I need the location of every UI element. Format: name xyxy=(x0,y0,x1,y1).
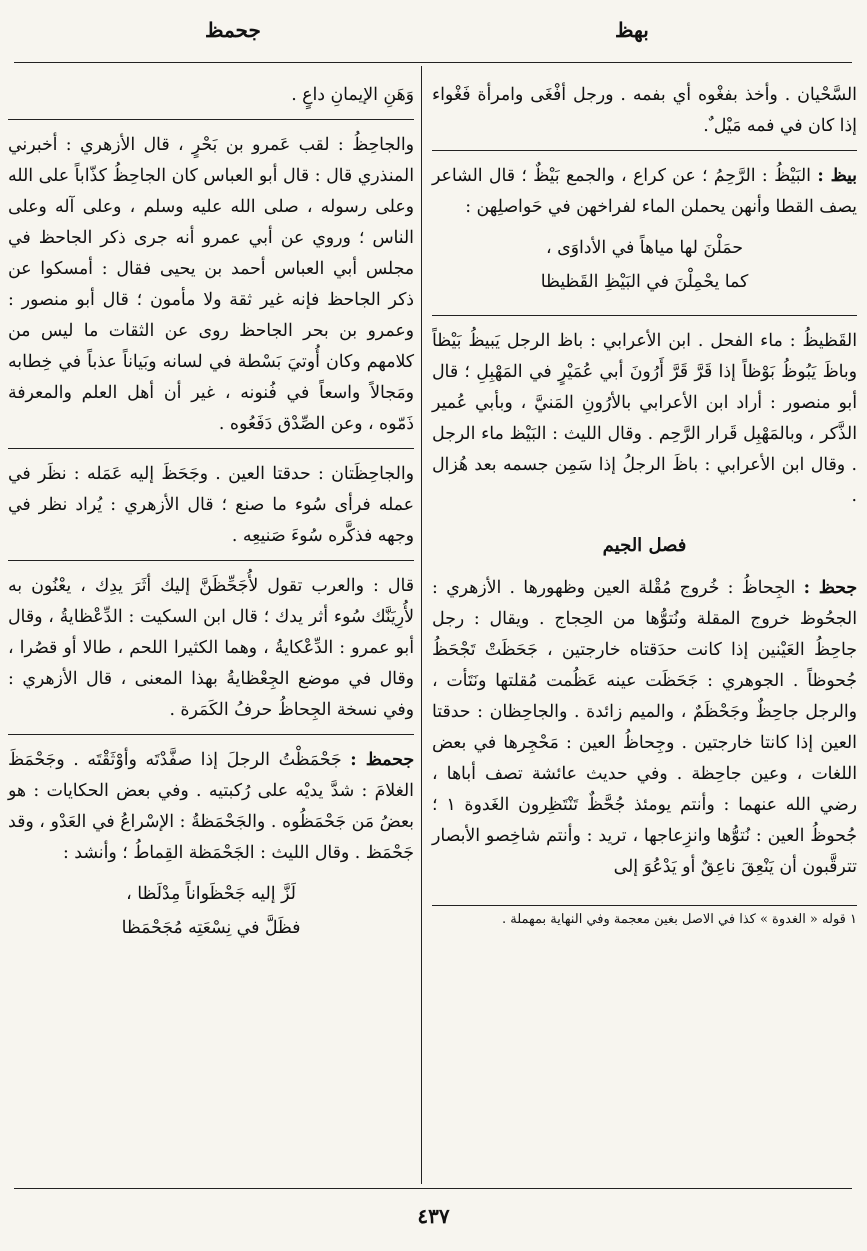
entry-jahiz xyxy=(8,130,414,449)
header-rule xyxy=(14,62,852,63)
entry-text: وَهَنِ الإيمانِ داعٍ . xyxy=(291,85,414,105)
verse-line: لَزَّ إليه جَحْظَواناً مِدْلَظا ، xyxy=(126,884,296,904)
verse-line: حمَلْنَ لها مياهاً في الأداوَى ، xyxy=(546,238,743,258)
entry-jahz xyxy=(432,573,857,891)
footnote-text: ١ قوله « الغدوة » كذا في الاصل بغين معجمة وفي النهاية بمهملة . xyxy=(501,912,857,927)
entry-text: القَظيظُ : ماء الفحل . ابن الأعرابي : باظ الرجل يَبيظُ بَيْظاً وباظَ يَبُوظُ بَوْظاً إذا قَرَّ قَرَّ أَرُونَ أبي عُمَيْرٍ في المَهْبِلِ ؛ قال أبو منصور : أراد ابن الأعرابي بالأرُونِ المَنيَّ ، وبأبي عُمير الذَّكر ، وبالمَهْبِل قَرار الرَّحِم . وقال الليث : البَيْظ ماء الرجل . وقال ابن الأعرابي : باظَ الرجلُ إذا سَمِن جسمه بعد هُزال . xyxy=(432,331,857,506)
poetry-verse xyxy=(8,877,414,945)
footnote xyxy=(432,905,857,930)
entry-jahzan xyxy=(8,571,414,735)
entry-text xyxy=(432,161,857,223)
lemma-heading: بيظ : xyxy=(817,166,857,186)
entry-text xyxy=(8,745,414,869)
section-title: فصل الجيم xyxy=(602,535,687,556)
lemma-heading: جحمظ : xyxy=(350,750,414,770)
page-header xyxy=(0,18,867,58)
entry-body: الجِحاظُ : خُروج مُقْلة العين وظهورها . الأزهري : الجحُوظ خروج المقلة ونُتوُّها من الحِجاج . ويقال : رجل جاحِظُ العَيْنين إذا كانت حدَقتاه خارجتين ، جَحَظَتْ تَجْحَظُ جُحوظاً . الجوهري : جَحَظَت عينه عَظُمت مُقلتها ونَتَأت ، والرجل جاحِظٌ وجَحْظَمٌ ، والميم زائدة . والجاحِظان : حدقتا العين إذا كانتا خارجتين . وجِحاظُ العين : مَحْجِرها في بعض اللغات ، وعين جاحِظة . وفي حديث عائشة تصف أباها ، رضي الله عنهما : وأنتم يومئذ جُحَّظٌ تَنْتَظِرون الغَدوة ١ ؛ جُحوظُ العين : نُتوُّها وانزِعاجها ، تريد : وأنتم شاخِصو الأبصار تترقَّبون أن يَنْعِقَ ناعِقٌ أو يَدْعُوَ إلى xyxy=(432,578,857,877)
entry-bayz xyxy=(432,161,857,316)
entry-text: قال : والعرب تقول لأُجَحِّظَنَّ إليك أثَرَ يدِك ، يعْنُون به لأُرِيَنَّك سُوء أثر يدك ؛ قال ابن السكيت : الدِّعْظايةُ ، وقال أبو عمرو : الدِّعْكايةُ ، وهما الكثيرا اللحم ، طالا أو قصُرا ، وقال في موضع الجِعْظايةُ بهذا المعنى ، قال الأزهري : وفي نسخة الجِحاظُ حرفُ الكَمَرة . xyxy=(8,576,414,720)
entry-body: البَيْظُ : الرَّحِمُ ؛ عن كراع ، والجمع بَيْظٌ ؛ قال الشاعر يصف القطا وأنهن يحملن الماء لفراخهن في حَواصلِهن : xyxy=(432,166,857,217)
lemma-heading: جحظ : xyxy=(803,578,858,598)
entry-text: والجاحِظُ : لقب عَمرو بن بَحْرٍ ، قال الأزهري : أخبرني المنذري قال : قال أبو العباس كان الجاحِظُ كذّاباً على الله وعلى رسوله ، صلى الله عليه وسلم ، وعلى آله وعلى الناس ؛ وروي عن أبي عمرو أنه جرى ذكر الجاحظ في مجلس أبي العباس أحمد بن يحيى فقال : أمسكوا عن ذكر الجاحظ فإنه غير ثقة ولا مأمون ؛ قال أبو منصور : وعمرو بن بحر الجاحظ روى عن الثقات ما ليس من كلامهم وكان أُوتيَ بَسْطة في لسانه وبَياناً عذباً في خِطابه ومَجالاً واسعاً في فُنونه ، غير أن أهل العلم والمعرفة ذَمّوه ، وعن الصِّدْق دَفَعُوه . xyxy=(8,135,414,434)
entry-text xyxy=(432,573,857,883)
entry-qaziz xyxy=(432,326,857,520)
left-column xyxy=(8,80,414,971)
column-divider xyxy=(421,66,422,1184)
entry-text: السَّحْيان . وأخذ بفغْوه أي بفمه . ورجل أفْغَى وامرأة فَغْواء إذا كان في فمه مَيْل ٌ. xyxy=(432,85,857,136)
entry-continuation xyxy=(8,80,414,120)
verse-line: كما يحْمِلْنَ في البَيْظِ القَظيظا xyxy=(540,272,749,292)
right-column xyxy=(432,80,857,930)
header-left-keyword: جحمظ xyxy=(205,18,261,42)
page-number: ٤٣٧ xyxy=(417,1204,450,1228)
entry-continuation xyxy=(432,80,857,151)
entry-body: جَحْمَظْتُ الرجلَ إذا صفَّدْتَه وأوْثَقْتَه . وجَحْمَظَ الغلامَ : شدَّ يديْه على رُكبتيه . وفي بعض الحكايات : هو بعضُ مَن جَحْمَظُوه . والجَحْمَظةُ : الإسْراعُ في العَدْو ، وقد جَحْمَظ . وقال الليث : الجَحْمَظة القِماطُ ؛ وأنشد : xyxy=(8,750,414,863)
entry-jahizan xyxy=(8,459,414,561)
footer-rule xyxy=(14,1188,852,1189)
poetry-verse xyxy=(432,231,857,299)
entry-text: والجاحِظَتان : حدقتا العين . وجَحَظَ إليه عَمَله : نظَر في عمله فرأى سُوء ما صنع ؛ قال الأزهري : يُراد نظر في وجهه فذكَّره سُوءَ صَنيعِه . xyxy=(8,464,414,546)
entry-jahmaz xyxy=(8,745,414,961)
header-right-keyword: بهظ xyxy=(615,18,649,42)
verse-line: فظَلَّ في نِسْعَتِه مُجَحْمَظا xyxy=(121,918,301,938)
